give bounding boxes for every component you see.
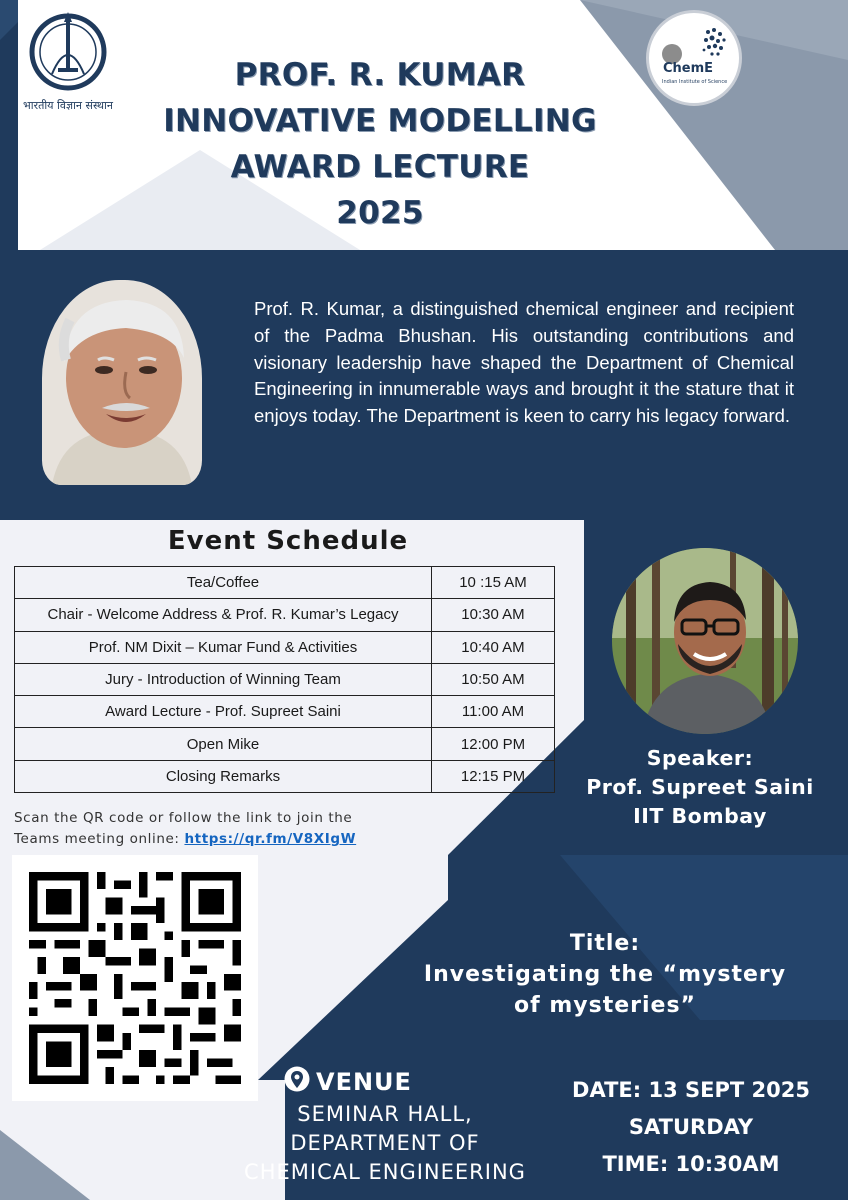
talk-label: Title: [569, 931, 641, 956]
qr-code[interactable] [12, 855, 258, 1101]
qr-code-icon [12, 855, 258, 1101]
page-title [130, 52, 630, 236]
join-text-line2: Teams meeting online: [14, 831, 185, 847]
schedule-item: Open Mike [15, 728, 432, 760]
table-row [15, 760, 555, 792]
schedule-item: Closing Remarks [15, 760, 432, 792]
schedule-item: Award Lecture - Prof. Supreet Saini [15, 696, 432, 728]
cheme-molecule-icon [646, 10, 742, 106]
table-row [15, 599, 555, 631]
table-row [15, 696, 555, 728]
schedule-item: Chair - Welcome Address & Prof. R. Kumar’s Legacy [15, 599, 432, 631]
cheme-logo-subtext: Indian Institute of Science [662, 79, 728, 85]
table-row [15, 728, 555, 760]
schedule-time: 11:00 AM [432, 696, 555, 728]
table-row [15, 663, 555, 695]
talk-title-line2: of mysteries” [513, 993, 696, 1018]
bio-paragraph: Prof. R. Kumar, a distinguished chemical engineer and recipient of the Padma Bhushan. His outstanding contributions and visionary leadership have shaped the Department of Chemical Engineering in innumerable ways and brought it the stature that it enjoys today. The Department is keen to carry his legacy forward. [254, 298, 794, 427]
table-row [15, 631, 555, 663]
schedule-time: 10:40 AM [432, 631, 555, 663]
title-line: AWARD LECTURE [230, 149, 530, 185]
venue-heading [284, 1066, 484, 1096]
venue-line: CHEMICAL ENGINEERING [244, 1160, 526, 1184]
speaker-affiliation: IIT Bombay [633, 804, 767, 828]
schedule-item: Prof. NM Dixit – Kumar Fund & Activities [15, 631, 432, 663]
event-date: DATE: 13 SEPT 2025 [572, 1078, 810, 1102]
schedule-item: Jury - Introduction of Winning Team [15, 663, 432, 695]
title-line: PROF. R. KUMAR [234, 57, 526, 93]
venue-label: VENUE [316, 1068, 412, 1096]
location-pin-icon [284, 1066, 310, 1094]
join-instructions [14, 808, 454, 850]
venue-address [210, 1100, 560, 1187]
schedule-table [14, 566, 555, 793]
join-text-line1: Scan the QR code or follow the link to join the [14, 810, 353, 826]
speaker-name: Prof. Supreet Saini [586, 775, 814, 799]
schedule-item: Tea/Coffee [15, 567, 432, 599]
speaker-info [570, 744, 830, 831]
venue-line: SEMINAR HALL, [297, 1102, 473, 1126]
talk-title [380, 928, 830, 1021]
event-time: TIME: 10:30AM [602, 1152, 780, 1176]
iisc-logo-caption: भारतीय विज्ञान संस्थान [22, 99, 114, 112]
speaker-photo [612, 548, 798, 734]
event-datetime [546, 1072, 836, 1183]
title-line: 2025 [336, 195, 424, 231]
prof-kumar-portrait [42, 280, 202, 485]
table-row [15, 567, 555, 599]
talk-title-line1: Investigating the “mystery [423, 962, 787, 987]
iisc-logo [20, 8, 116, 118]
iisc-emblem-icon [28, 8, 108, 94]
schedule-time: 12:00 PM [432, 728, 555, 760]
schedule-title: Event Schedule [167, 526, 409, 556]
schedule-time: 10:50 AM [432, 663, 555, 695]
schedule-time: 10 :15 AM [432, 567, 555, 599]
title-line: INNOVATIVE MODELLING [163, 103, 597, 139]
cheme-logo [646, 10, 742, 106]
cheme-logo-text: ChemE [663, 61, 714, 76]
teams-meeting-link[interactable]: https://qr.fm/V8XIgW [184, 831, 357, 847]
schedule-time: 12:15 PM [432, 760, 555, 792]
venue-line: DEPARTMENT OF [290, 1131, 480, 1155]
speaker-label: Speaker: [646, 746, 754, 770]
event-day: SATURDAY [628, 1115, 754, 1139]
schedule-time: 10:30 AM [432, 599, 555, 631]
